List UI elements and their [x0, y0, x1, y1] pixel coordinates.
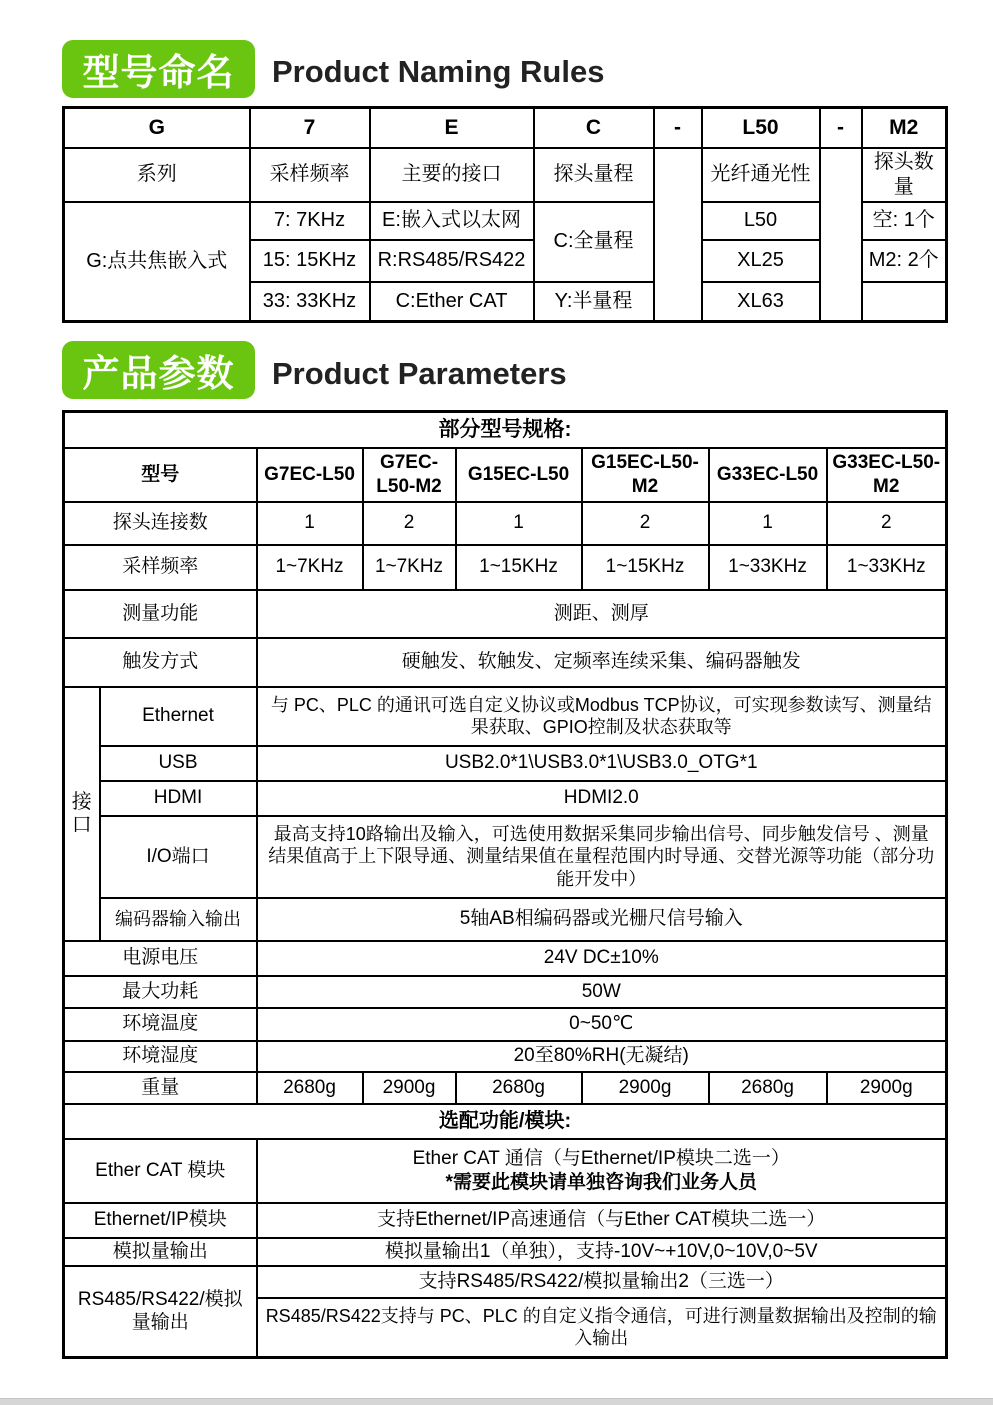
weight-value: 2680g — [709, 1072, 827, 1104]
ethernet-ip-module-value: 支持Ethernet/IP高速通信（与Ether CAT模块二选一） — [257, 1203, 947, 1238]
table-row — [64, 1139, 947, 1203]
probe-count-value: 2 — [582, 502, 709, 545]
parameters-section-title: Product Parameters — [272, 356, 567, 391]
table-row — [64, 746, 947, 781]
naming-fiber-option: XL25 — [702, 240, 820, 282]
naming-spacer-cell — [820, 148, 862, 322]
hdmi-label: HDMI — [100, 781, 257, 816]
naming-sampling-option: 33: 33KHz — [250, 282, 370, 322]
options-header: 选配功能/模块: — [64, 1104, 947, 1139]
table-row — [64, 1072, 947, 1104]
naming-label-series: 系列 — [64, 148, 250, 202]
probe-count-value: 1 — [456, 502, 582, 545]
naming-code-l50: L50 — [702, 108, 820, 148]
naming-label-fiber: 光纤通光性 — [702, 148, 820, 202]
naming-code-c: C — [534, 108, 654, 148]
naming-sampling-option: 15: 15KHz — [250, 240, 370, 282]
table-row — [64, 976, 947, 1008]
naming-label-sampling: 采样频率 — [250, 148, 370, 202]
probe-count-value: 2 — [827, 502, 947, 545]
table-row — [64, 941, 947, 976]
weight-value: 2900g — [827, 1072, 947, 1104]
probe-count-label: 探头连接数 — [64, 502, 257, 545]
power-voltage-label: 电源电压 — [64, 941, 257, 976]
table-row — [64, 816, 947, 898]
weight-value: 2900g — [582, 1072, 709, 1104]
naming-section-badge: 型号命名 — [62, 40, 255, 98]
probe-count-value: 1 — [709, 502, 827, 545]
naming-range-option: Y:半量程 — [534, 282, 654, 322]
table-row — [64, 590, 947, 638]
weight-value: 2680g — [257, 1072, 363, 1104]
naming-probe-option-empty — [862, 282, 947, 322]
ambient-humidity-label: 环境湿度 — [64, 1041, 257, 1072]
table-row — [64, 412, 947, 448]
ambient-humidity-value: 20至80%RH(无凝结) — [257, 1041, 947, 1072]
trigger-mode-label: 触发方式 — [64, 638, 257, 687]
table-row — [64, 202, 947, 240]
model-name: G33EC-L50-M2 — [827, 448, 947, 502]
table-row — [64, 1238, 947, 1266]
naming-rules-table — [62, 106, 948, 323]
naming-series-value: G:点共焦嵌入式 — [64, 202, 250, 322]
table-row — [64, 502, 947, 545]
rs485-module-value2: RS485/RS422支持与 PC、PLC 的自定义指令通信，可进行测量数据输出及控制的输入输出 — [257, 1298, 947, 1358]
table-row — [64, 638, 947, 687]
analog-output-label: 模拟量输出 — [64, 1238, 257, 1266]
naming-code-e: E — [370, 108, 534, 148]
table-row — [64, 1104, 947, 1139]
naming-fiber-option: XL63 — [702, 282, 820, 322]
naming-probe-option: M2: 2个 — [862, 240, 947, 282]
naming-label-range: 探头量程 — [534, 148, 654, 202]
table-row — [64, 1266, 947, 1298]
table-row — [64, 1203, 947, 1238]
model-column-label: 型号 — [64, 448, 257, 502]
sampling-rate-value: 1~7KHz — [257, 545, 363, 590]
usb-value: USB2.0*1\USB3.0*1\USB3.0_OTG*1 — [257, 746, 947, 781]
sampling-rate-value: 1~15KHz — [456, 545, 582, 590]
hdmi-value: HDMI2.0 — [257, 781, 947, 816]
weight-value: 2680g — [456, 1072, 582, 1104]
naming-code-m2: M2 — [862, 108, 947, 148]
page-bottom-divider — [0, 1398, 993, 1405]
probe-count-value: 1 — [257, 502, 363, 545]
max-power-value: 50W — [257, 976, 947, 1008]
naming-interface-option: E:嵌入式以太网 — [370, 202, 534, 240]
naming-sampling-option: 7: 7KHz — [250, 202, 370, 240]
naming-fiber-option: L50 — [702, 202, 820, 240]
table-row — [64, 148, 947, 202]
ethercat-module-label: Ether CAT 模块 — [64, 1139, 257, 1203]
naming-section-title: Product Naming Rules — [272, 54, 605, 89]
rs485-module-label: RS485/RS422/模拟量输出 — [64, 1266, 257, 1358]
model-name: G7EC-L50-M2 — [363, 448, 456, 502]
naming-code-dash1: - — [654, 108, 702, 148]
naming-code-7: 7 — [250, 108, 370, 148]
table-row — [64, 1041, 947, 1072]
ethercat-module-value — [257, 1139, 947, 1203]
naming-interface-option: C:Ether CAT — [370, 282, 534, 322]
parameters-section-badge: 产品参数 — [62, 341, 255, 399]
table-row — [64, 687, 947, 746]
naming-code-dash2: - — [820, 108, 862, 148]
rs485-module-value1: 支持RS485/RS422/模拟量输出2（三选一） — [257, 1266, 947, 1298]
naming-spacer-cell — [654, 148, 702, 322]
ethercat-module-line1: Ether CAT 通信（与Ethernet/IP模块二选一） — [412, 1147, 790, 1169]
model-name: G15EC-L50 — [456, 448, 582, 502]
table-row — [64, 898, 947, 941]
usb-label: USB — [100, 746, 257, 781]
analog-output-value: 模拟量输出1（单独），支持-10V~+10V,0~10V,0~5V — [257, 1238, 947, 1266]
naming-label-probes: 探头数量 — [862, 148, 947, 202]
interface-group-label: 接口 — [64, 687, 100, 941]
ambient-temperature-value: 0~50℃ — [257, 1008, 947, 1041]
table-row — [64, 545, 947, 590]
parameters-table — [62, 410, 948, 1359]
table-row — [64, 781, 947, 816]
power-voltage-value: 24V DC±10% — [257, 941, 947, 976]
ethernet-ip-module-label: Ethernet/IP模块 — [64, 1203, 257, 1238]
naming-probe-option: 空: 1个 — [862, 202, 947, 240]
ethercat-module-line2: *需要此模块请单独咨询我们业务人员 — [445, 1171, 757, 1193]
measure-function-label: 测量功能 — [64, 590, 257, 638]
table-row — [64, 1008, 947, 1041]
naming-range-option: C:全量程 — [534, 202, 654, 282]
sampling-rate-value: 1~33KHz — [827, 545, 947, 590]
model-name: G33EC-L50 — [709, 448, 827, 502]
model-name: G15EC-L50-M2 — [582, 448, 709, 502]
ambient-temperature-label: 环境温度 — [64, 1008, 257, 1041]
sampling-rate-value: 1~7KHz — [363, 545, 456, 590]
table-row — [64, 108, 947, 148]
measure-function-value: 测距、测厚 — [257, 590, 947, 638]
trigger-mode-value: 硬触发、软触发、定频率连续采集、编码器触发 — [257, 638, 947, 687]
probe-count-value: 2 — [363, 502, 456, 545]
table-row — [64, 448, 947, 502]
naming-label-interface: 主要的接口 — [370, 148, 534, 202]
naming-interface-option: R:RS485/RS422 — [370, 240, 534, 282]
sampling-rate-value: 1~33KHz — [709, 545, 827, 590]
io-port-value: 最高支持10路输出及输入，可选使用数据采集同步输出信号、同步触发信号 、测量结果值高于上下限导通、测量结果值在量程范围内时导通、交替光源等功能（部分功能开发中） — [257, 816, 947, 898]
model-name: G7EC-L50 — [257, 448, 363, 502]
ethernet-value: 与 PC、PLC 的通讯可选自定义协议或Modbus TCP协议，可实现参数读写、测量结果获取、GPIO控制及状态获取等 — [257, 687, 947, 746]
sampling-rate-value: 1~15KHz — [582, 545, 709, 590]
spec-subtitle: 部分型号规格: — [64, 412, 947, 448]
weight-value: 2900g — [363, 1072, 456, 1104]
naming-code-g: G — [64, 108, 250, 148]
ethernet-label: Ethernet — [100, 687, 257, 746]
encoder-io-value: 5轴AB相编码器或光栅尺信号输入 — [257, 898, 947, 941]
max-power-label: 最大功耗 — [64, 976, 257, 1008]
io-port-label: I/O端口 — [100, 816, 257, 898]
sampling-rate-label: 采样频率 — [64, 545, 257, 590]
encoder-io-label: 编码器输入输出 — [100, 898, 257, 941]
weight-label: 重量 — [64, 1072, 257, 1104]
